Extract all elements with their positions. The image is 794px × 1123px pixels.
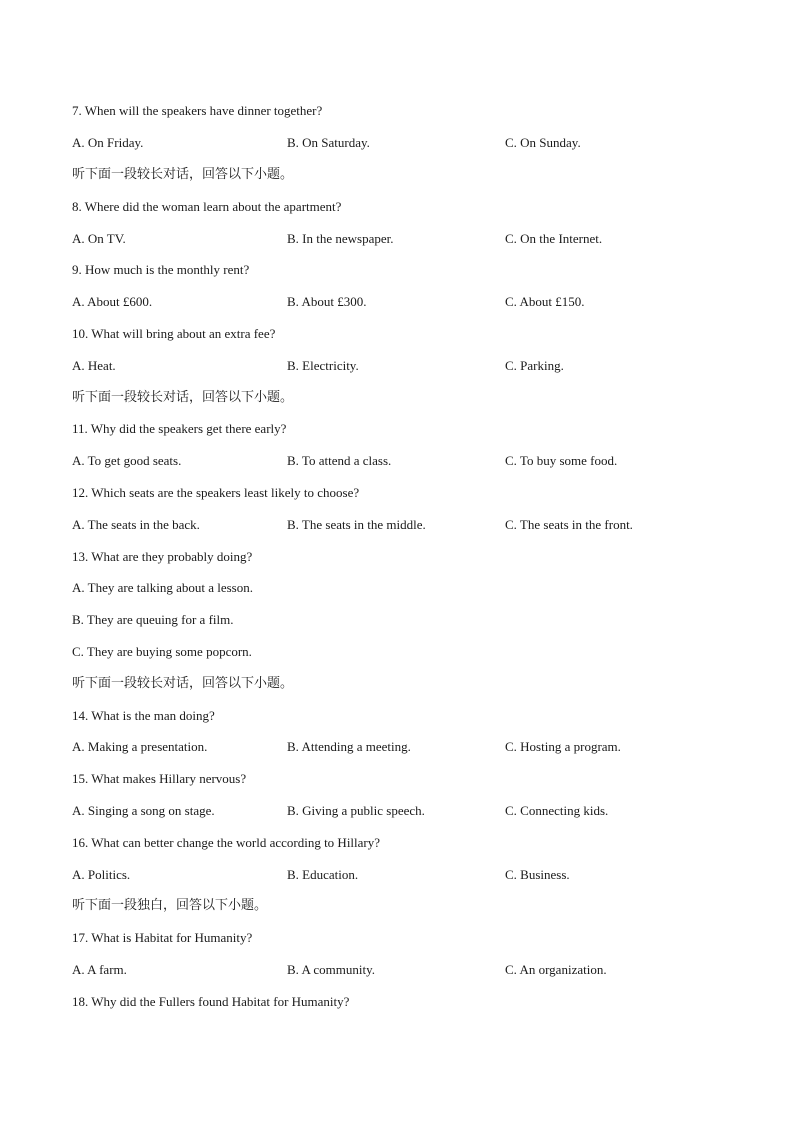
question-15-option-a: A. Singing a song on stage. <box>72 803 215 818</box>
question-12-stem: 12. Which seats are the speakers least likely to choose? <box>72 485 360 500</box>
question-16-option-a: A. Politics. <box>72 867 131 882</box>
question-9-stem: 9. How much is the monthly rent? <box>72 262 250 277</box>
question-17-stem: 17. What is Habitat for Humanity? <box>72 930 253 945</box>
question-13-stem: 13. What are they probably doing? <box>72 549 253 564</box>
question-17-option-b: B. A community. <box>287 962 375 977</box>
section-instruction: 听下面一段较长对话，回答以下小题。 <box>72 167 294 182</box>
question-7-option-c: C. On Sunday. <box>505 135 581 150</box>
question-14-stem: 14. What is the man doing? <box>72 708 215 723</box>
question-7-option-a: A. On Friday. <box>72 135 144 150</box>
question-8-option-c: C. On the Internet. <box>505 231 603 246</box>
question-8-stem: 8. Where did the woman learn about the apartment? <box>72 199 342 214</box>
question-10-option-c: C. Parking. <box>505 358 564 373</box>
question-10-option-b: B. Electricity. <box>287 358 359 373</box>
question-8-option-b: B. In the newspaper. <box>287 231 394 246</box>
question-11-option-a: A. To get good seats. <box>72 453 182 468</box>
question-16-stem: 16. What can better change the world according to Hillary? <box>72 835 381 850</box>
section-instruction: 听下面一段较长对话，回答以下小题。 <box>72 390 294 405</box>
question-11-option-c: C. To buy some food. <box>505 453 618 468</box>
question-16-option-b: B. Education. <box>287 867 359 882</box>
question-8-option-a: A. On TV. <box>72 231 126 246</box>
question-18-stem: 18. Why did the Fullers found Habitat for Humanity? <box>72 994 350 1009</box>
question-13-option-a: A. They are talking about a lesson. <box>72 580 253 595</box>
question-16-option-c: C. Business. <box>505 867 570 882</box>
question-9-option-b: B. About £300. <box>287 294 367 309</box>
question-12-option-a: A. The seats in the back. <box>72 517 200 532</box>
question-7-option-b: B. On Saturday. <box>287 135 370 150</box>
question-7-stem: 7. When will the speakers have dinner together? <box>72 103 323 118</box>
question-15-stem: 15. What makes Hillary nervous? <box>72 771 247 786</box>
question-17-option-c: C. An organization. <box>505 962 607 977</box>
question-14-option-a: A. Making a presentation. <box>72 739 208 754</box>
question-10-option-a: A. Heat. <box>72 358 116 373</box>
question-9-option-a: A. About £600. <box>72 294 153 309</box>
section-instruction: 听下面一段较长对话，回答以下小题。 <box>72 676 294 691</box>
question-11-option-b: B. To attend a class. <box>287 453 392 468</box>
question-12-option-b: B. The seats in the middle. <box>287 517 426 532</box>
question-13-option-c: C. They are buying some popcorn. <box>72 644 252 659</box>
question-14-option-c: C. Hosting a program. <box>505 739 621 754</box>
question-11-stem: 11. Why did the speakers get there early? <box>72 421 287 436</box>
question-15-option-b: B. Giving a public speech. <box>287 803 425 818</box>
question-13-option-b: B. They are queuing for a film. <box>72 612 234 627</box>
question-14-option-b: B. Attending a meeting. <box>287 739 411 754</box>
question-9-option-c: C. About £150. <box>505 294 585 309</box>
question-10-stem: 10. What will bring about an extra fee? <box>72 326 276 341</box>
question-12-option-c: C. The seats in the front. <box>505 517 633 532</box>
question-15-option-c: C. Connecting kids. <box>505 803 609 818</box>
question-17-option-a: A. A farm. <box>72 962 127 977</box>
section-instruction: 听下面一段独白，回答以下小题。 <box>72 898 268 913</box>
